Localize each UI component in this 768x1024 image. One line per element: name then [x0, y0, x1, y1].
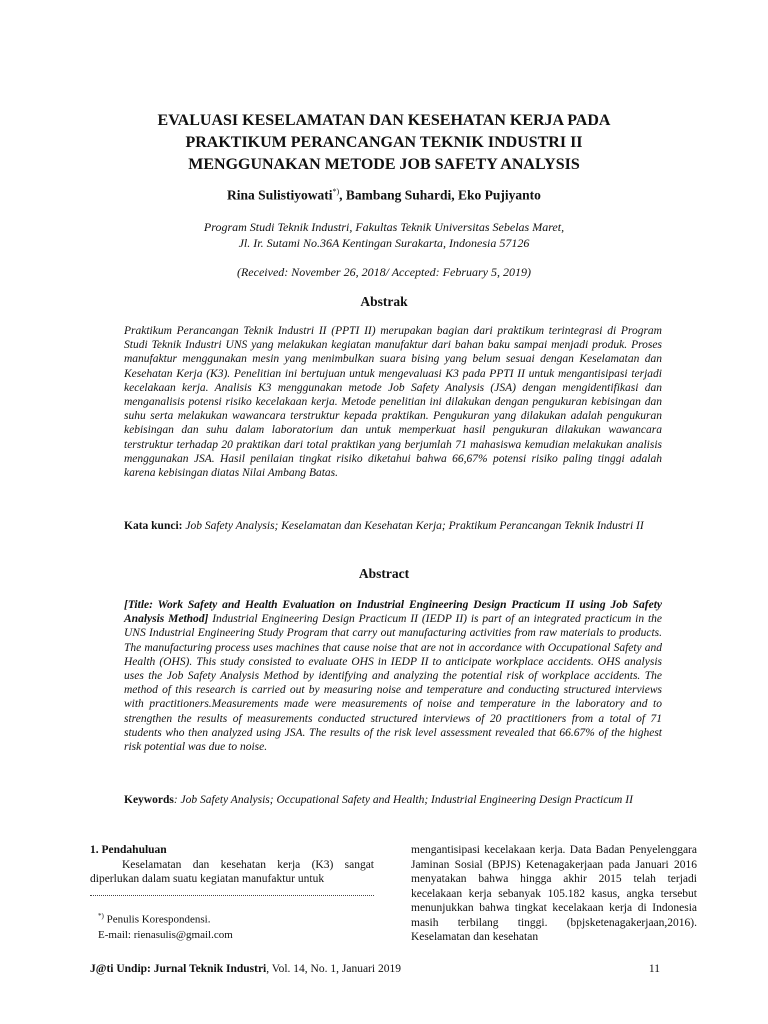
affiliation	[80, 219, 688, 251]
kata-kunci	[124, 519, 662, 533]
journal-name: J@ti Undip: Jurnal Teknik Industri	[90, 963, 267, 975]
corresponding-mark: *)	[332, 187, 340, 196]
author-list	[80, 183, 688, 205]
abstrak-heading: Abstrak	[360, 294, 408, 309]
intro-paragraph-right: mengantisipasi kecelakaan kerja. Data Badan Penyelenggara Jaminan Sosial (BPJS) Ketenagakerjaan pada Januari 2016 menyatakan bahwa hingga akhir 2015 telah terjadi kecelakaan kerja sebanyak 105.182 kasus, angka tersebut menunjukkan bahwa tingkat kecelakaan kerja di Indonesia masih terbilang tinggi. (bpjsketenagakerjaan,2016). Keselamatan dan kesehatan	[411, 844, 697, 943]
author-first: Rina Sulistiyowati	[227, 187, 333, 203]
footnote-mark: *)	[98, 912, 104, 920]
left-column	[90, 843, 374, 887]
affiliation-line: Jl. Ir. Sutami No.36A Kentingan Surakarta, Indonesia 57126	[238, 236, 530, 250]
abstrak-body: Praktikum Perancangan Teknik Industri II (PPTI II) merupakan bagian dari praktikum terintegrasi di Program Studi Teknik Industri UNS yang melakukan kegiatan manufaktur dari bahan baku sampai menjadi produk. Proses manufaktur menggunakan mesin yang menimbulkan suara bising yang belum sesuai dengan Keselamatan dan Kesehatan Kerja (K3). Penelitian ini bertujuan untuk mengevaluasi K3 pada PPTI II untuk mengantisipasi terjadi kecelakaan kerja. Analisis K3 menggunakan metode Job Safety Analysis (JSA) dengan mengidentifikasi dan menganalisis potensi risiko kecelakaan kerja. Metode penelitian ini dilakukan dengan pengukuran kebisingan dan suhu serta melakukan wawancara terstruktur kepada praktikan. Pengukuran yang dilakukan adalah pengukuran kebisingan dan suhu dalam laboratorium dan untuk memperkuat hasil pengukuran dilakukan wawancara terstruktur terhadap 20 praktikan dari total praktikan yang berjumlah 71 mahasiswa kemudian melakukan analisis menggunakan JSA. Hasil penilaian tingkat risiko diketahui bahwa 66,67% potensi risiko paling tinggi adalah karena kebisingan diatas Nilai Ambang Batas.	[124, 325, 662, 480]
title-line: PRAKTIKUM PERANCANGAN TEKNIK INDUSTRI II	[185, 134, 583, 151]
footnote-divider	[90, 895, 374, 896]
author-rest: , Bambang Suhardi, Eko Pujiyanto	[339, 187, 541, 203]
intro-paragraph-left: Keselamatan dan kesehatan kerja (K3) sangat diperlukan dalam suatu kegiatan manufaktur untuk	[90, 858, 374, 885]
page-footer	[90, 963, 401, 975]
title-line: EVALUASI KESELAMATAN DAN KESEHATAN KERJA PADA	[157, 112, 611, 129]
footnote-line	[98, 909, 374, 928]
kata-kunci-label: Kata kunci:	[124, 520, 183, 532]
footnote	[98, 909, 374, 943]
abstract-text: Industrial Engineering Design Practicum II (IEDP II) is part of an integrated practicum in the UNS Industrial Engineering Study Program that carry out manufacturing activities from raw materials to products. The manufacturing process uses machines that cause noise that are not in accordance with Occupational Safety and Health (OHS). This study consisted to evaluate OHS in IEDP II to anticipate workplace accidents. OHS analysis uses the Job Safety Analysis Method by identifying and analyzing the potential risk of workplace accidents. The method of this research is carried out by measuring noise and temperature and conducting structured interviews with practitioners.Measurements made were measurements of noise and temperature in the laboratory and to strengthen the results of measurements conducted structured interviews of 20 practitioners from a total of 71 students who then analyzed using JSA. The results of the risk level assessment revealed that 66.67% of the highest risk potential was due to noise.	[124, 613, 662, 754]
abstract-heading: Abstract	[358, 566, 410, 581]
received-dates: (Received: November 26, 2018/ Accepted: February 5, 2019)	[236, 265, 531, 279]
footnote-text: Penulis Korespondensi.	[103, 913, 211, 926]
footnote-email: E-mail: rienasulis@gmail.com	[98, 928, 233, 941]
keywords	[124, 793, 662, 807]
affiliation-line: Program Studi Teknik Industri, Fakultas Teknik Universitas Sebelas Maret,	[203, 220, 565, 234]
keywords-label: Keywords	[124, 794, 174, 806]
abstract-body	[124, 598, 662, 754]
paper-title	[80, 110, 688, 176]
page-number: 11	[648, 963, 660, 975]
kata-kunci-list: Job Safety Analysis; Keselamatan dan Kesehatan Kerja; Praktikum Perancangan Teknik Industri II	[182, 520, 644, 532]
title-line: MENGGUNAKAN METODE JOB SAFETY ANALYSIS	[188, 156, 580, 173]
keywords-list: : Job Safety Analysis; Occupational Safety and Health; Industrial Engineering Design Practicum II	[173, 794, 633, 806]
abstract-title-part: [Title: Work Safety and Health Evaluation on Industrial Engineering Design Practicum II using Job Safety Analysis Method]	[124, 599, 662, 626]
journal-issue: , Vol. 14, No. 1, Januari 2019	[266, 963, 401, 975]
section-heading: 1. Pendahuluan	[90, 844, 167, 856]
